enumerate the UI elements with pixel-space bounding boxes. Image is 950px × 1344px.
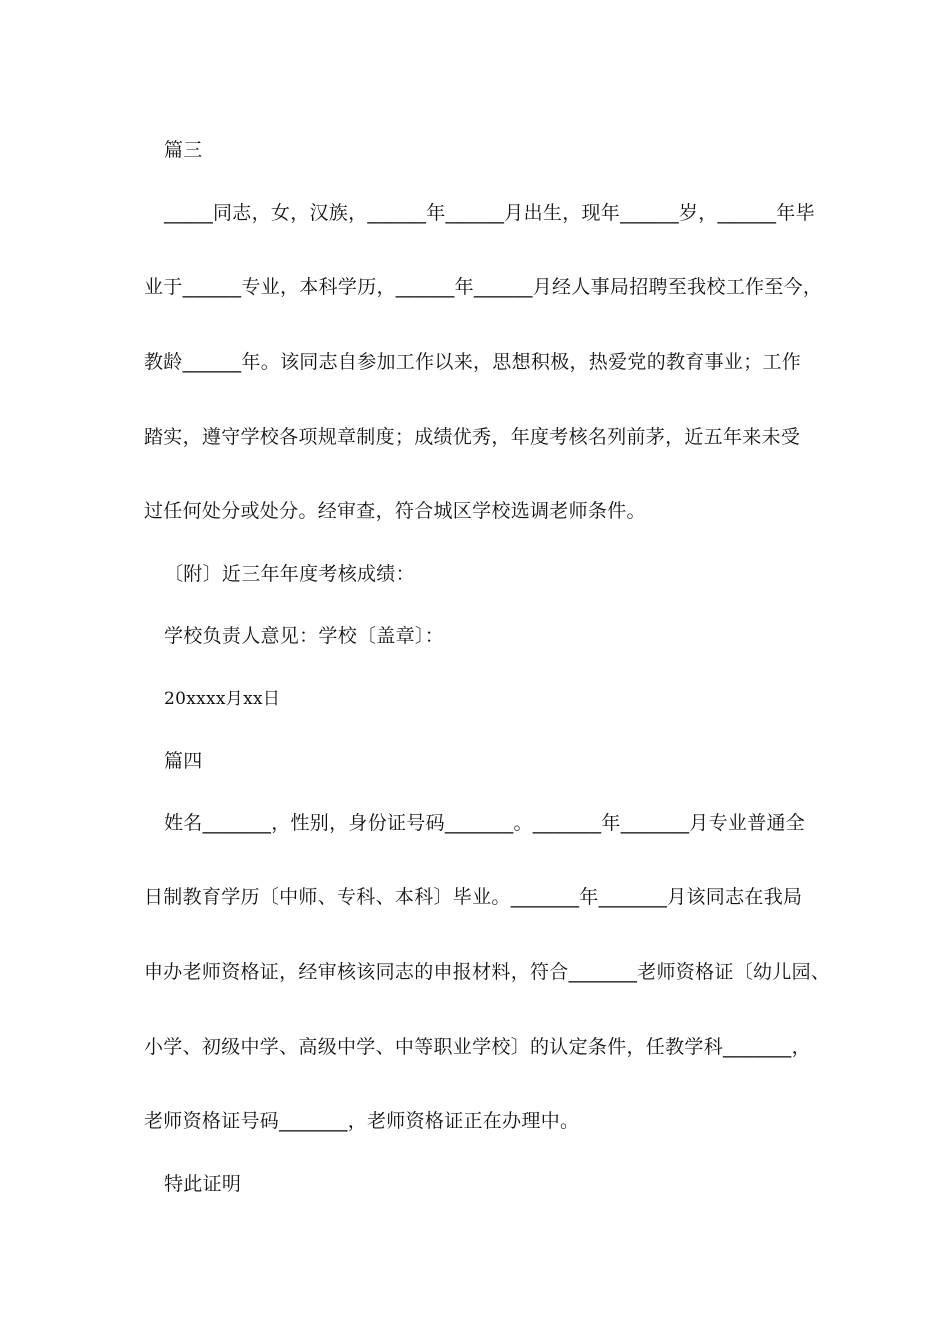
date-line: 20xxxx月xx日 — [164, 689, 281, 709]
section-3-heading: 篇三 — [164, 139, 203, 161]
section-3-line-5: 过任何处分或处分。经审查，符合城区学校选调老师条件。 — [144, 500, 646, 522]
school-opinion-line: 学校负责人意见：学校〔盖章〕： — [164, 625, 445, 647]
section-3-line-4: 踏实，遵守学校各项规章制度；成绩优秀，年度考核名列前茅，近五年来未受 — [144, 426, 801, 448]
section-4-line-1: 姓名_______，性别，身份证号码_______。_______年_______月专业普通全 — [164, 812, 806, 834]
section-4-line-2: 日制教育学历〔中师、专科、本科〕毕业。_______年_______月该同志在我局 — [144, 886, 803, 908]
section-4-line-4: 小学、初级中学、高级中学、中等职业学校〕的认定条件，任教学科_______， — [144, 1036, 811, 1058]
closing-line: 特此证明 — [164, 1173, 242, 1195]
section-3-line-1: _____同志，女，汉族，______年______月出生，现年______岁，______年毕 — [164, 202, 815, 224]
appendix-line: 〔附〕近三年年度考核成绩： — [164, 563, 415, 585]
section-4-line-3: 申办老师资格证，经审核该同志的申报材料，符合_______老师资格证〔幼儿园、 — [144, 961, 831, 983]
section-4-heading: 篇四 — [164, 750, 203, 772]
section-3-line-3: 教龄______年。该同志自参加工作以来，思想积极，热爱党的教育事业；工作 — [144, 351, 802, 373]
section-3-line-2: 业于______专业，本科学历，______年______月经人事局招聘至我校工作至今， — [144, 276, 823, 298]
section-4-line-5: 老师资格证号码_______，老师资格证正在办理中。 — [144, 1110, 580, 1132]
